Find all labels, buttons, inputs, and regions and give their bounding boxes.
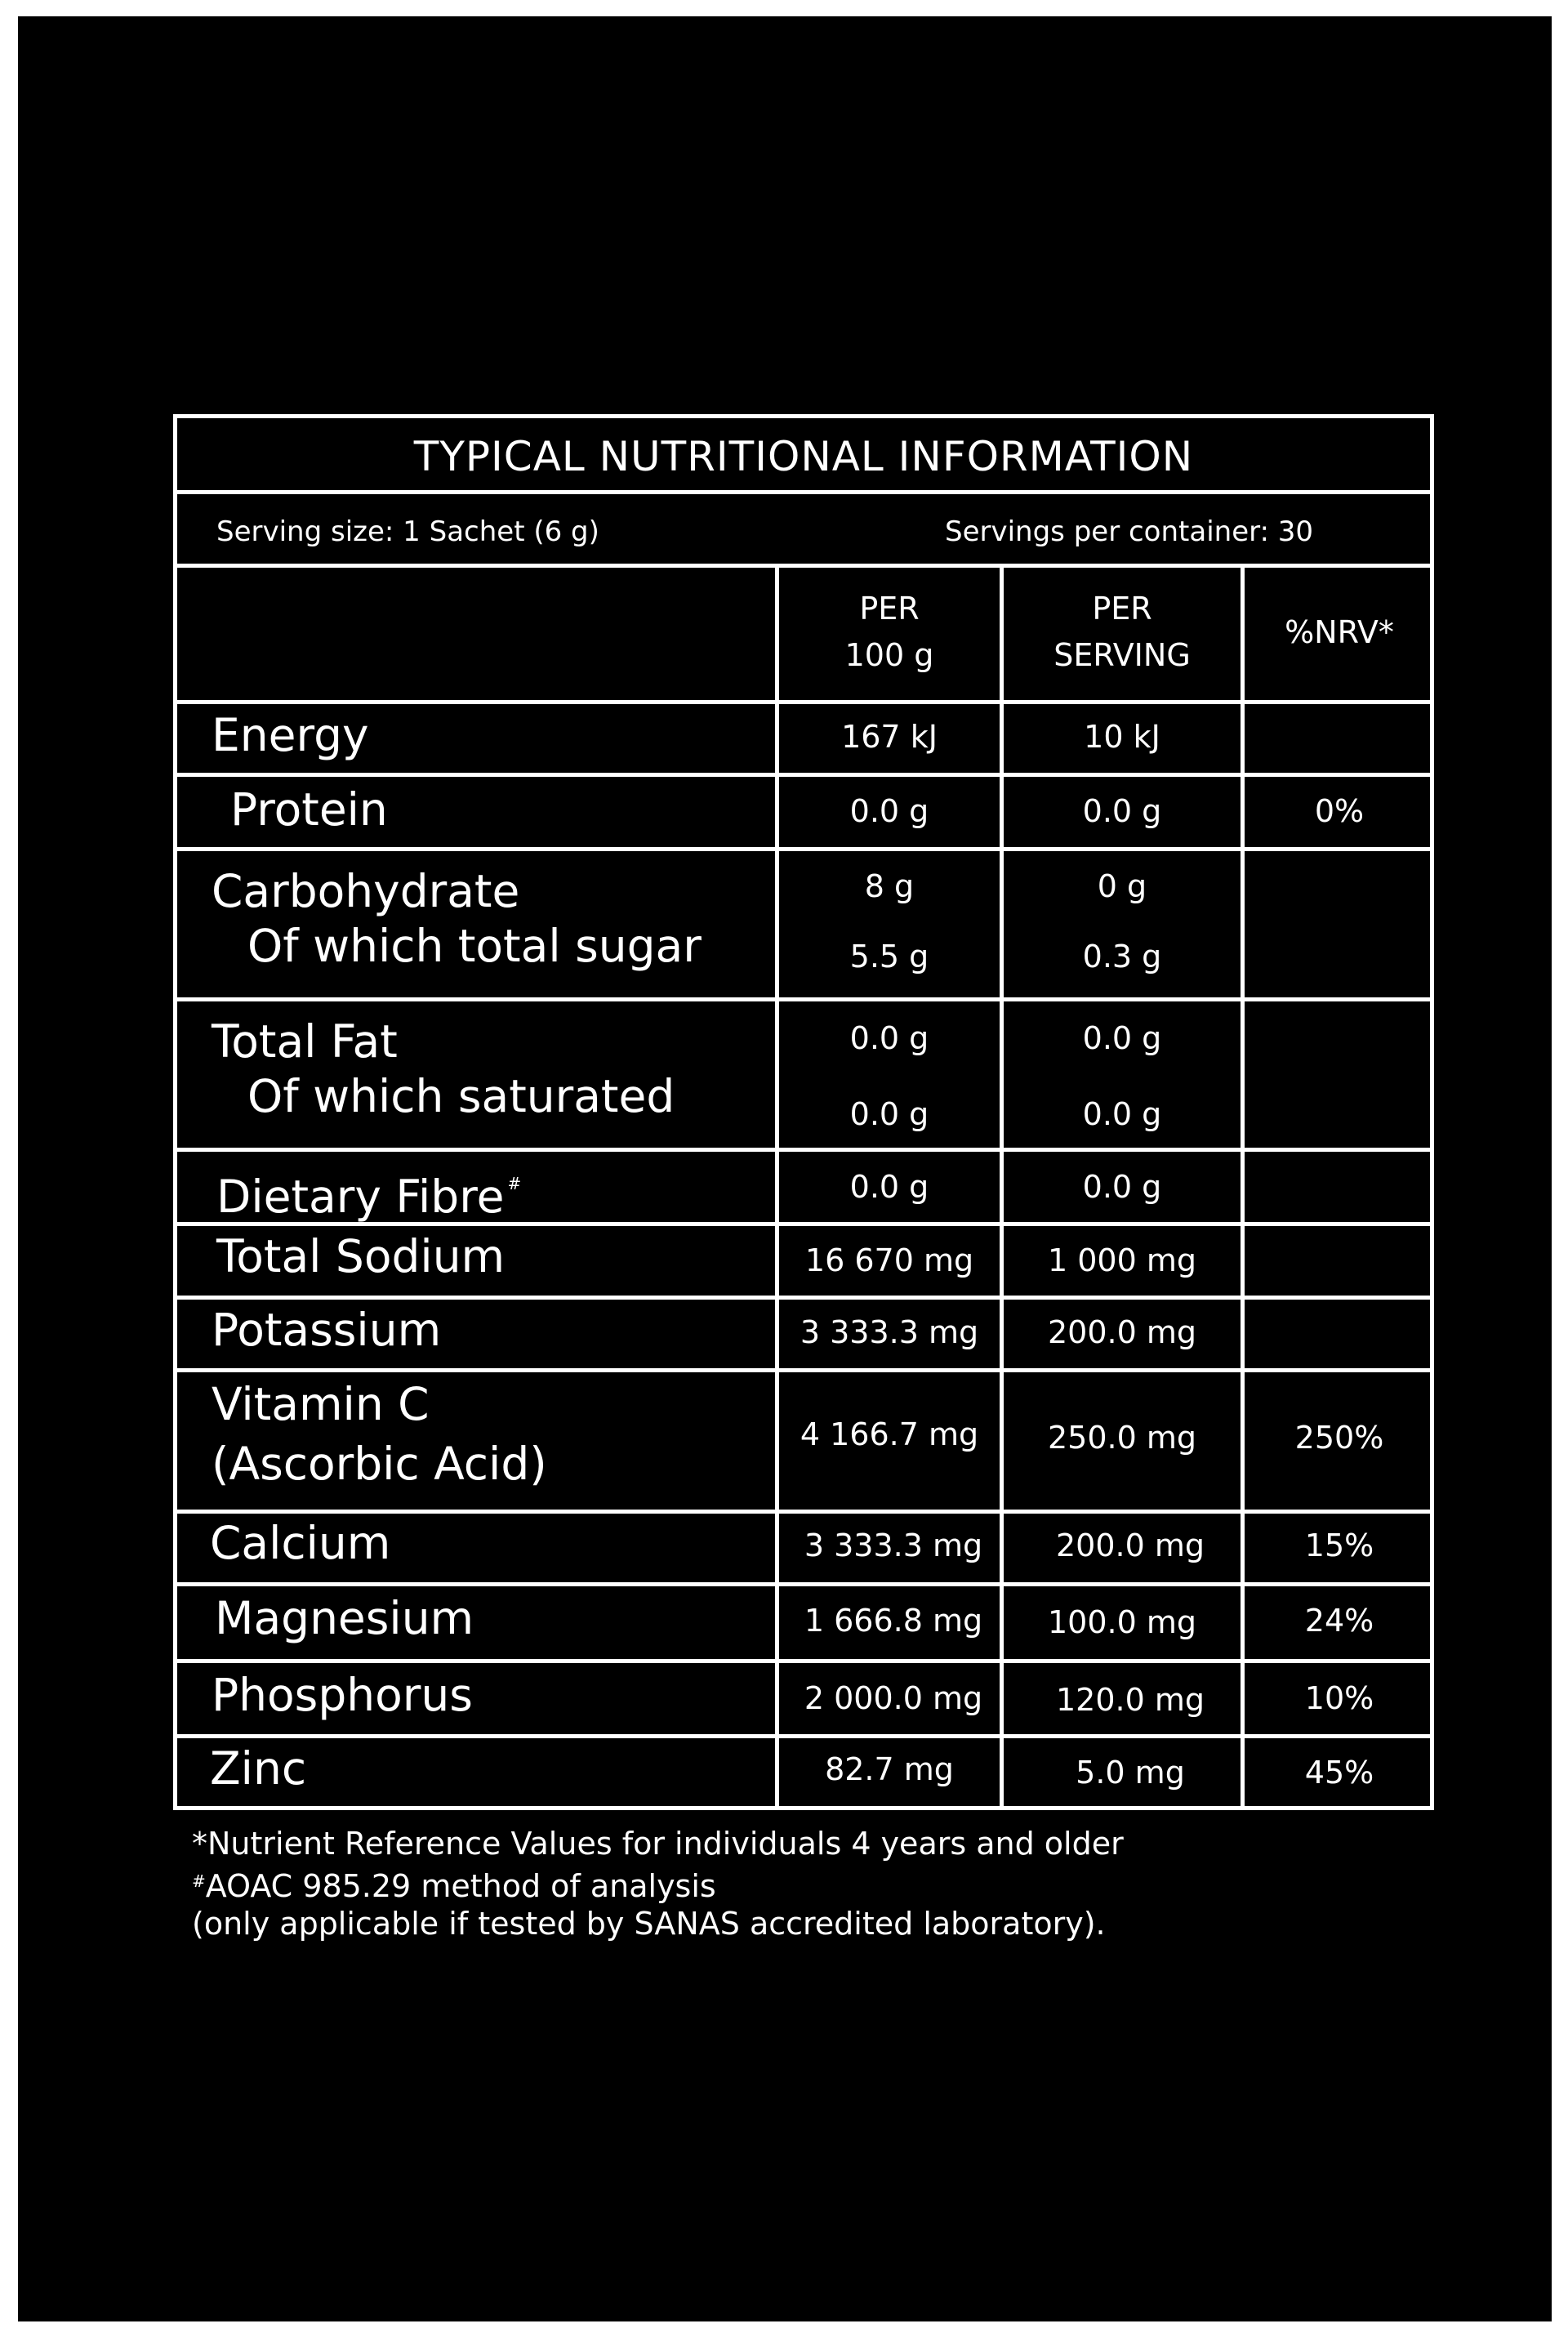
label-panel [18, 16, 1552, 2321]
value-per-100g: 8 g [864, 868, 915, 904]
header-per-serving-line2: SERVING [1054, 637, 1191, 673]
value-per-100g: 0.0 g [849, 793, 929, 829]
nutrient-name: Total Sodium [216, 1230, 506, 1282]
value-per-100g: 5.5 g [849, 939, 929, 974]
nutrient-sub-name: (Ascorbic Acid) [212, 1438, 547, 1490]
header-per-serving [1004, 586, 1241, 679]
nutrient-name: Potassium [212, 1304, 442, 1356]
value-nrv: 15% [1304, 1528, 1374, 1563]
nutrient-name: Zinc [210, 1742, 307, 1795]
footnotes [192, 1825, 1124, 1942]
nutrient-sub-name: Of which saturated [247, 1070, 675, 1122]
nutrient-name: Magnesium [215, 1592, 474, 1644]
nutrient-name: Calcium [210, 1517, 391, 1569]
nutrient-sub-name: Of which total sugar [247, 920, 702, 972]
value-per-serving: 0.0 g [1082, 1020, 1162, 1056]
header-per-100g-line1: PER [859, 591, 920, 627]
value-per-serving: 0.0 g [1082, 1169, 1162, 1205]
servings-per-container: Servings per container: 30 [945, 515, 1314, 548]
value-per-100g: 0.0 g [849, 1169, 929, 1205]
table-title: TYPICAL NUTRITIONAL INFORMATION [413, 432, 1194, 480]
header-per-100g-line2: 100 g [844, 637, 934, 673]
value-per-100g: 0.0 g [849, 1020, 929, 1056]
value-per-serving: 200.0 mg [1055, 1528, 1205, 1563]
value-per-serving: 0.0 g [1082, 793, 1162, 829]
value-per-100g: 1 666.8 mg [804, 1603, 983, 1639]
value-per-serving: 250.0 mg [1047, 1420, 1196, 1456]
value-per-100g: 0.0 g [849, 1096, 929, 1132]
footnote-aoac [192, 1862, 1124, 1905]
value-per-serving: 5.0 mg [1076, 1755, 1185, 1791]
footnote-nrv: *Nutrient Reference Values for individuals 4 years and older [192, 1826, 1124, 1862]
value-nrv: 10% [1304, 1680, 1374, 1716]
header-per-100g [779, 586, 1000, 679]
footnote-sanas: (only applicable if tested by SANAS accredited laboratory). [192, 1906, 1106, 1942]
footnote-aoac-text: AOAC 985.29 method of analysis [205, 1868, 716, 1904]
header-nrv: %NRV* [1285, 614, 1394, 650]
value-per-100g: 16 670 mg [804, 1242, 974, 1278]
value-nrv: 24% [1304, 1603, 1374, 1639]
value-per-100g: 2 000.0 mg [804, 1680, 983, 1716]
hash-mark: # [192, 1871, 206, 1891]
nutrient-name: Protein [230, 783, 388, 836]
value-nrv: 0% [1314, 793, 1365, 829]
value-per-100g: 82.7 mg [825, 1751, 954, 1787]
nutrient-name: Vitamin C [212, 1378, 430, 1430]
value-per-serving: 0.3 g [1082, 939, 1162, 974]
serving-size: Serving size: 1 Sachet (6 g) [216, 515, 599, 548]
value-per-serving: 0.0 g [1082, 1096, 1162, 1132]
header-per-serving-line1: PER [1092, 591, 1152, 627]
value-per-serving: 0 g [1097, 868, 1147, 904]
value-per-100g: 3 333.3 mg [800, 1314, 979, 1350]
value-per-100g: 3 333.3 mg [804, 1528, 983, 1563]
nutrient-name: Phosphorus [212, 1669, 473, 1721]
value-per-100g: 167 kJ [841, 719, 938, 755]
value-per-100g: 4 166.7 mg [800, 1416, 979, 1452]
nutrition-table [173, 414, 1434, 1810]
value-nrv: 45% [1304, 1755, 1374, 1791]
nutrient-name-text: Dietary Fibre [216, 1171, 505, 1223]
value-per-serving: 200.0 mg [1047, 1314, 1196, 1350]
value-per-serving: 1 000 mg [1047, 1242, 1196, 1278]
nutrient-name: Energy [212, 709, 369, 761]
hash-mark: # [507, 1174, 522, 1193]
nutrient-name: Carbohydrate [212, 865, 520, 917]
value-per-serving: 120.0 mg [1055, 1682, 1205, 1718]
value-per-serving: 100.0 mg [1047, 1604, 1196, 1640]
value-per-serving: 10 kJ [1084, 719, 1160, 755]
nutrient-name: Total Fat [212, 1015, 398, 1068]
value-nrv: 250% [1294, 1420, 1384, 1456]
nutrient-name [216, 1157, 521, 1224]
